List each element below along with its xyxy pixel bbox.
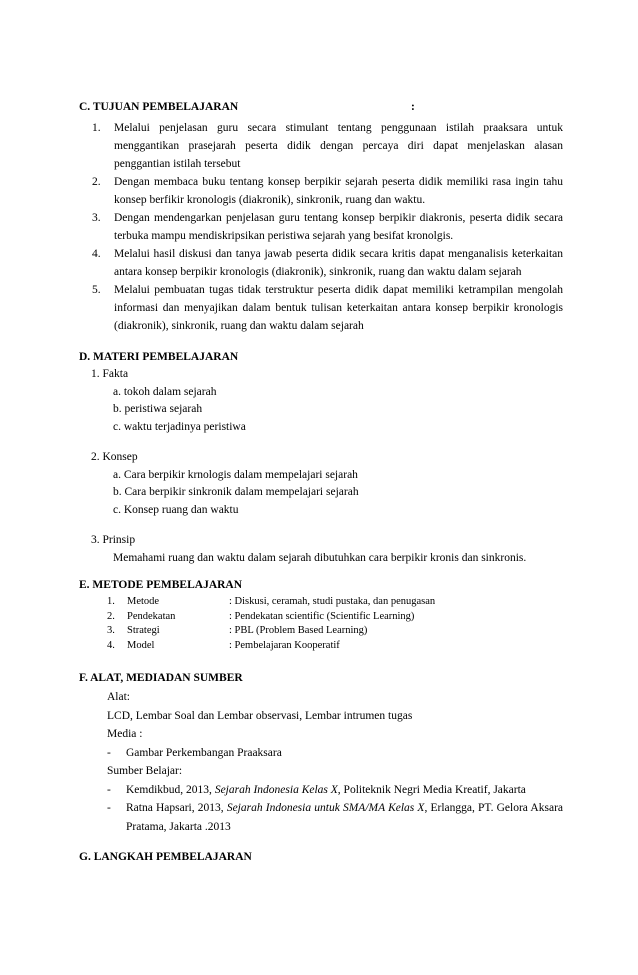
materi-fakta [79,366,569,436]
item-text: Melalui pembuatan tugas tidak terstruktur peserta didik dapat memiliki ketrampilan mengolah informasi dan menyajikan dalam bentuk tulisan keterkaitan antara konsep berpikir kronologis (diakronik), sinkronik, ruang dan waktu dalam sejarah [114,284,563,332]
table-row [107,595,435,610]
table-row [107,610,435,625]
source-item [107,799,563,836]
item-number: 4. [92,248,101,260]
media-item [107,744,563,763]
alat-section [107,688,563,836]
item-number: 2. [92,176,101,188]
alat-text: LCD, Lembar Soal dan Lembar observasi, Lembar intrumen tugas [107,709,413,722]
row-value: : Pembelajaran Kooperatif [229,639,340,651]
row-key: Pendekatan [127,610,176,622]
bullet-dash: - [107,783,111,796]
list-item: c. Konsep ruang dan waktu [113,503,239,516]
list-item [79,173,563,209]
row-key: Metode [127,596,160,607]
row-value: : PBL (Problem Based Learning) [229,625,368,636]
row-number: 3. [107,625,115,636]
alat-label: Alat: [107,691,130,703]
item-text: Melalui penjelasan guru secara stimulant tentang penggunaan istilah praaksara untuk menggantikan prasejarah peserta didik dengan percaya diri dapat menjelaskan alasan penggantian istilah tersebut [114,122,563,170]
media-label: Media : [107,728,143,740]
row-value: : Pendekatan scientific (Scientific Learning) [229,610,415,622]
prinsip-text: Memahami ruang dan waktu dalam sejarah dibutuhkan cara berpikir kronis dan sinkronis. [113,551,527,564]
item-text: Gambar Perkembangan Praaksara [126,746,282,759]
list-item [79,281,563,335]
list-item: b. Cara berpikir sinkronik dalam mempelajari sejarah [113,486,359,498]
row-key: Model [127,639,155,651]
bullet-dash: - [107,746,111,759]
item-number: 1. [92,122,101,134]
source-author: Kemdikbud, 2013, [126,783,215,796]
list-item: a. tokoh dalam sejarah [113,385,217,398]
section-heading-alat: F. ALAT, MEDIADAN SUMBER [79,672,243,684]
list-item [79,119,563,173]
table-row [107,639,435,654]
subsection-title: 3. Prinsip [91,534,136,546]
materi-konsep [79,449,569,519]
row-number: 4. [107,639,115,651]
row-number: 1. [107,596,115,607]
heading-colon: : [411,101,415,113]
tujuan-list [79,119,563,335]
section-heading-materi: D. MATERI PEMBELAJARAN [79,351,239,363]
list-item [79,245,563,281]
subsection-title: 2. Konsep [91,451,138,463]
section-heading-metode: E. METODE PEMBELAJARAN [79,579,243,591]
source-title: Sejarah Indonesia Kelas X [214,783,338,796]
item-text: Dengan membaca buku tentang konsep berpikir sejarah peserta didik memiliki rasa ingin tahu konsep berfikir kronologis (diakronik), sinkronik, ruang dan waktu. [114,176,563,206]
list-item: c. waktu terjadinya peristiwa [113,420,246,433]
source-publisher: , Politeknik Negri Media Kreatif, Jakarta [337,783,526,796]
source-item [107,781,563,800]
metode-table [107,595,435,653]
subsection-title: 1. Fakta [91,368,129,380]
source-title: Sejarah Indonesia untuk SMA/MA Kelas X [226,802,425,814]
list-item [79,209,563,245]
row-number: 2. [107,610,115,622]
list-item: b. peristiwa sejarah [113,403,203,415]
sumber-label: Sumber Belajar: [107,765,183,777]
row-key: Strategi [127,625,160,636]
source-publisher: , Erlangga, PT. Gelora Aksara Pratama, Jakarta .2013 [126,802,564,833]
section-heading-langkah: G. LANGKAH PEMBELAJARAN [79,851,252,863]
bullet-dash: - [107,802,111,814]
table-row [107,624,435,639]
materi-prinsip [79,532,569,567]
source-author: Ratna Hapsari, 2013, [126,802,227,814]
item-number: 3. [92,212,101,224]
row-value: : Diskusi, ceramah, studi pustaka, dan penugasan [229,596,436,607]
item-text: Dengan mendengarkan penjelasan guru tentang konsep berpikir diakronis, peserta didik secara terbuka mampu mendiskripsikan peristiwa sejarah yang besifat kronolgis. [114,212,563,242]
item-text: Melalui hasil diskusi dan tanya jawab peserta didik secara kritis dapat menganalisis keterkaitan antara konsep berpikir kronologis (diakronik), sinkronik, ruang dan waktu dalam sejarah [114,248,563,278]
list-item: a. Cara berpikir krnologis dalam mempelajari sejarah [113,468,358,481]
section-heading-tujuan: C. TUJUAN PEMBELAJARAN [79,101,239,113]
item-number: 5. [92,284,101,296]
